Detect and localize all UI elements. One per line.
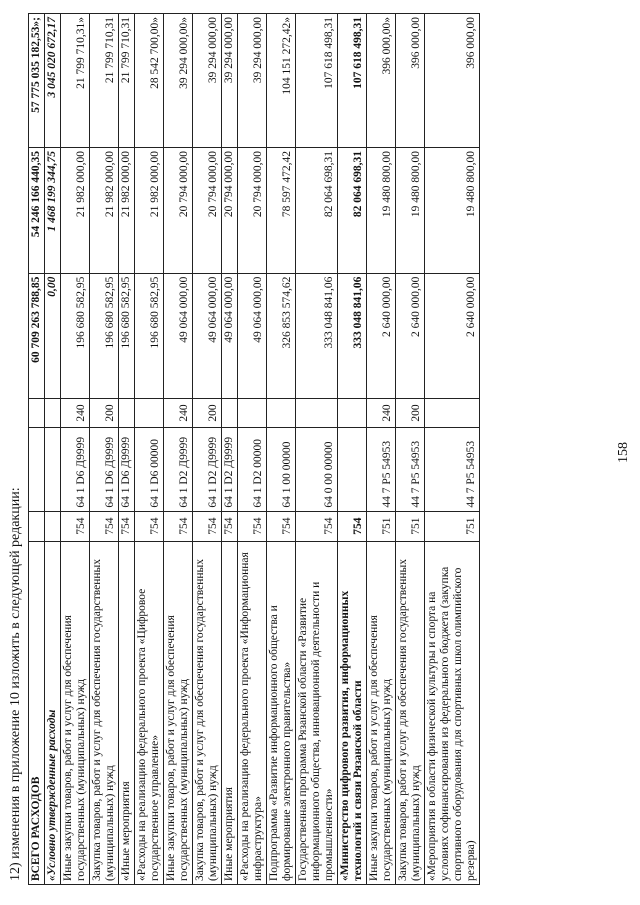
row-ministry-code: 754: [267, 511, 296, 541]
row-ministry-code: 754: [296, 511, 338, 541]
row-amount-2: 20 794 000,00: [238, 147, 267, 273]
row-ministry-code: 754: [61, 511, 90, 541]
row-amount-2: 20 794 000,00: [164, 147, 193, 273]
table-row: [193, 14, 222, 885]
row-expense-type: 200: [90, 399, 119, 427]
row-target-article: 64 1 D6 00000: [135, 427, 164, 511]
table-row: [135, 14, 164, 885]
row-amount-3: 57 775 035 182,53»;: [29, 14, 45, 148]
row-amount-1: 333 048 841,06: [338, 273, 367, 399]
table-row: [119, 14, 135, 885]
row-amount-1: 49 064 000,00: [238, 273, 267, 399]
row-amount-3: 21 799 710,31: [119, 14, 135, 148]
table-row: [61, 14, 90, 885]
row-name: «Условно утвержденные расходы: [45, 541, 61, 884]
row-amount-3: 104 151 272,42»: [267, 14, 296, 148]
row-amount-1: 60 709 263 788,85: [29, 273, 45, 399]
table-row: [29, 14, 45, 885]
row-amount-2: 20 794 000,00: [193, 147, 222, 273]
row-amount-1: 2 640 000,00: [367, 273, 396, 399]
row-amount-3: 21 799 710,31: [90, 14, 119, 148]
row-amount-3: 39 294 000,00: [193, 14, 222, 148]
row-target-article: 64 0 00 00000: [296, 427, 338, 511]
row-amount-2: 21 982 000,00: [119, 147, 135, 273]
table-row: [164, 14, 193, 885]
budget-table-body: [29, 14, 480, 885]
row-amount-3: 396 000,00»: [367, 14, 396, 148]
row-amount-1: 196 680 582,95: [135, 273, 164, 399]
row-expense-type: 240: [367, 399, 396, 427]
row-target-article: 64 1 D2 Д9999: [222, 427, 238, 511]
row-amount-2: 82 064 698,31: [296, 147, 338, 273]
row-expense-type: [45, 399, 61, 427]
budget-table: [28, 13, 480, 885]
row-expense-type: 200: [193, 399, 222, 427]
row-amount-1: 49 064 000,00: [164, 273, 193, 399]
row-target-article: 64 1 D2 00000: [238, 427, 267, 511]
row-name: «Министерство цифрового развития, информационных технологий и связи Рязанской области: [338, 541, 367, 884]
row-amount-3: 396 000,00: [425, 14, 480, 148]
row-amount-1: 0,00: [45, 273, 61, 399]
row-amount-3: 396 000,00: [396, 14, 425, 148]
row-ministry-code: 754: [222, 511, 238, 541]
table-row: [367, 14, 396, 885]
row-ministry-code: 751: [367, 511, 396, 541]
row-target-article: 64 1 D6 Д9999: [61, 427, 90, 511]
table-row: [425, 14, 480, 885]
row-ministry-code: 754: [238, 511, 267, 541]
row-expense-type: 240: [61, 399, 90, 427]
row-target-article: 44 7 P5 54953: [396, 427, 425, 511]
row-target-article: [338, 427, 367, 511]
row-name: Иные закупки товаров, работ и услуг для обеспечения государственных (муниципальных) нужд: [61, 541, 90, 884]
table-row: [238, 14, 267, 885]
row-name: Подпрограмма «Развитие информационного общества и формирование электронного правительства»: [267, 541, 296, 884]
row-amount-3: 107 618 498,31: [296, 14, 338, 148]
row-ministry-code: 754: [164, 511, 193, 541]
row-amount-1: 196 680 582,95: [90, 273, 119, 399]
row-target-article: 44 7 P5 54953: [367, 427, 396, 511]
row-expense-type: [119, 399, 135, 427]
row-expense-type: [222, 399, 238, 427]
row-target-article: 44 7 P5 54953: [425, 427, 480, 511]
row-amount-2: 54 246 166 440,35: [29, 147, 45, 273]
row-target-article: 64 1 00 00000: [267, 427, 296, 511]
row-name: Иные мероприятия: [222, 541, 238, 884]
row-name: Закупка товаров, работ и услуг для обеспечения государственных (муниципальных) нужд: [193, 541, 222, 884]
row-ministry-code: 751: [425, 511, 480, 541]
table-row: [90, 14, 119, 885]
table-row: [222, 14, 238, 885]
row-amount-2: 1 468 199 344,75: [45, 147, 61, 273]
row-amount-3: 28 542 700,00»: [135, 14, 164, 148]
row-name: Государственная программа Рязанской области «Развитие информационного общества, инновационной деятельности и промышленности»: [296, 541, 338, 884]
page-number: 158: [616, 442, 631, 463]
row-ministry-code: [29, 511, 45, 541]
row-target-article: 64 1 D2 Д9999: [164, 427, 193, 511]
amendment-instruction: 12) изменения в приложение 10 изложить в следующей редакции:: [8, 487, 23, 881]
row-target-article: 64 1 D6 Д9999: [119, 427, 135, 511]
table-row: [267, 14, 296, 885]
row-expense-type: [296, 399, 338, 427]
table-row: [396, 14, 425, 885]
row-amount-1: 196 680 582,95: [61, 273, 90, 399]
row-amount-1: 2 640 000,00: [425, 273, 480, 399]
row-name: «Иные мероприятия: [119, 541, 135, 884]
row-amount-3: 21 799 710,31»: [61, 14, 90, 148]
row-target-article: [29, 427, 45, 511]
row-amount-2: 21 982 000,00: [135, 147, 164, 273]
row-ministry-code: 751: [396, 511, 425, 541]
row-amount-2: 78 597 472,42: [267, 147, 296, 273]
row-expense-type: 240: [164, 399, 193, 427]
row-amount-2: 20 794 000,00: [222, 147, 238, 273]
row-name: Закупка товаров, работ и услуг для обеспечения государственных (муниципальных) нужд: [396, 541, 425, 884]
row-amount-2: 82 064 698,31: [338, 147, 367, 273]
row-ministry-code: 754: [135, 511, 164, 541]
row-amount-2: 19 480 800,00: [425, 147, 480, 273]
row-target-article: [45, 427, 61, 511]
row-amount-2: 21 982 000,00: [90, 147, 119, 273]
row-name: «Мероприятия в области физической культуры и спорта на условиях софинансирования из федерального бюджета (закупка спортивного оборудования для спортивных школ олимпийского резерва): [425, 541, 480, 884]
row-expense-type: [29, 399, 45, 427]
table-row: [45, 14, 61, 885]
row-amount-3: 107 618 498,31: [338, 14, 367, 148]
row-amount-3: 3 045 020 672,17: [45, 14, 61, 148]
row-ministry-code: 754: [119, 511, 135, 541]
row-amount-3: 39 294 000,00: [222, 14, 238, 148]
row-name: Иные закупки товаров, работ и услуг для обеспечения государственных (муниципальных) нужд: [164, 541, 193, 884]
row-amount-1: 2 640 000,00: [396, 273, 425, 399]
row-ministry-code: 754: [338, 511, 367, 541]
row-amount-2: 19 480 800,00: [367, 147, 396, 273]
row-name: «Расходы на реализацию федерального проекта «Цифровое государственное управление»: [135, 541, 164, 884]
row-expense-type: [135, 399, 164, 427]
row-name: ВСЕГО РАСХОДОВ: [29, 541, 45, 884]
row-ministry-code: 754: [90, 511, 119, 541]
row-target-article: 64 1 D2 Д9999: [193, 427, 222, 511]
row-ministry-code: [45, 511, 61, 541]
row-expense-type: [267, 399, 296, 427]
row-target-article: 64 1 D6 Д9999: [90, 427, 119, 511]
row-amount-2: 19 480 800,00: [396, 147, 425, 273]
row-amount-1: 326 853 574,62: [267, 273, 296, 399]
table-row: [296, 14, 338, 885]
row-amount-1: 49 064 000,00: [222, 273, 238, 399]
row-expense-type: 200: [396, 399, 425, 427]
row-expense-type: [338, 399, 367, 427]
row-amount-1: 333 048 841,06: [296, 273, 338, 399]
row-amount-3: 39 294 000,00»: [164, 14, 193, 148]
row-expense-type: [238, 399, 267, 427]
row-name: Иные закупки товаров, работ и услуг для обеспечения государственных (муниципальных) нужд: [367, 541, 396, 884]
row-amount-2: 21 982 000,00: [61, 147, 90, 273]
table-row: [338, 14, 367, 885]
row-name: Закупка товаров, работ и услуг для обеспечения государственных (муниципальных) нужд: [90, 541, 119, 884]
row-amount-1: 49 064 000,00: [193, 273, 222, 399]
row-expense-type: [425, 399, 480, 427]
row-name: «Расходы на реализацию федерального проекта «Информационная инфраструктура»: [238, 541, 267, 884]
row-amount-1: 196 680 582,95: [119, 273, 135, 399]
row-amount-3: 39 294 000,00: [238, 14, 267, 148]
row-ministry-code: 754: [193, 511, 222, 541]
